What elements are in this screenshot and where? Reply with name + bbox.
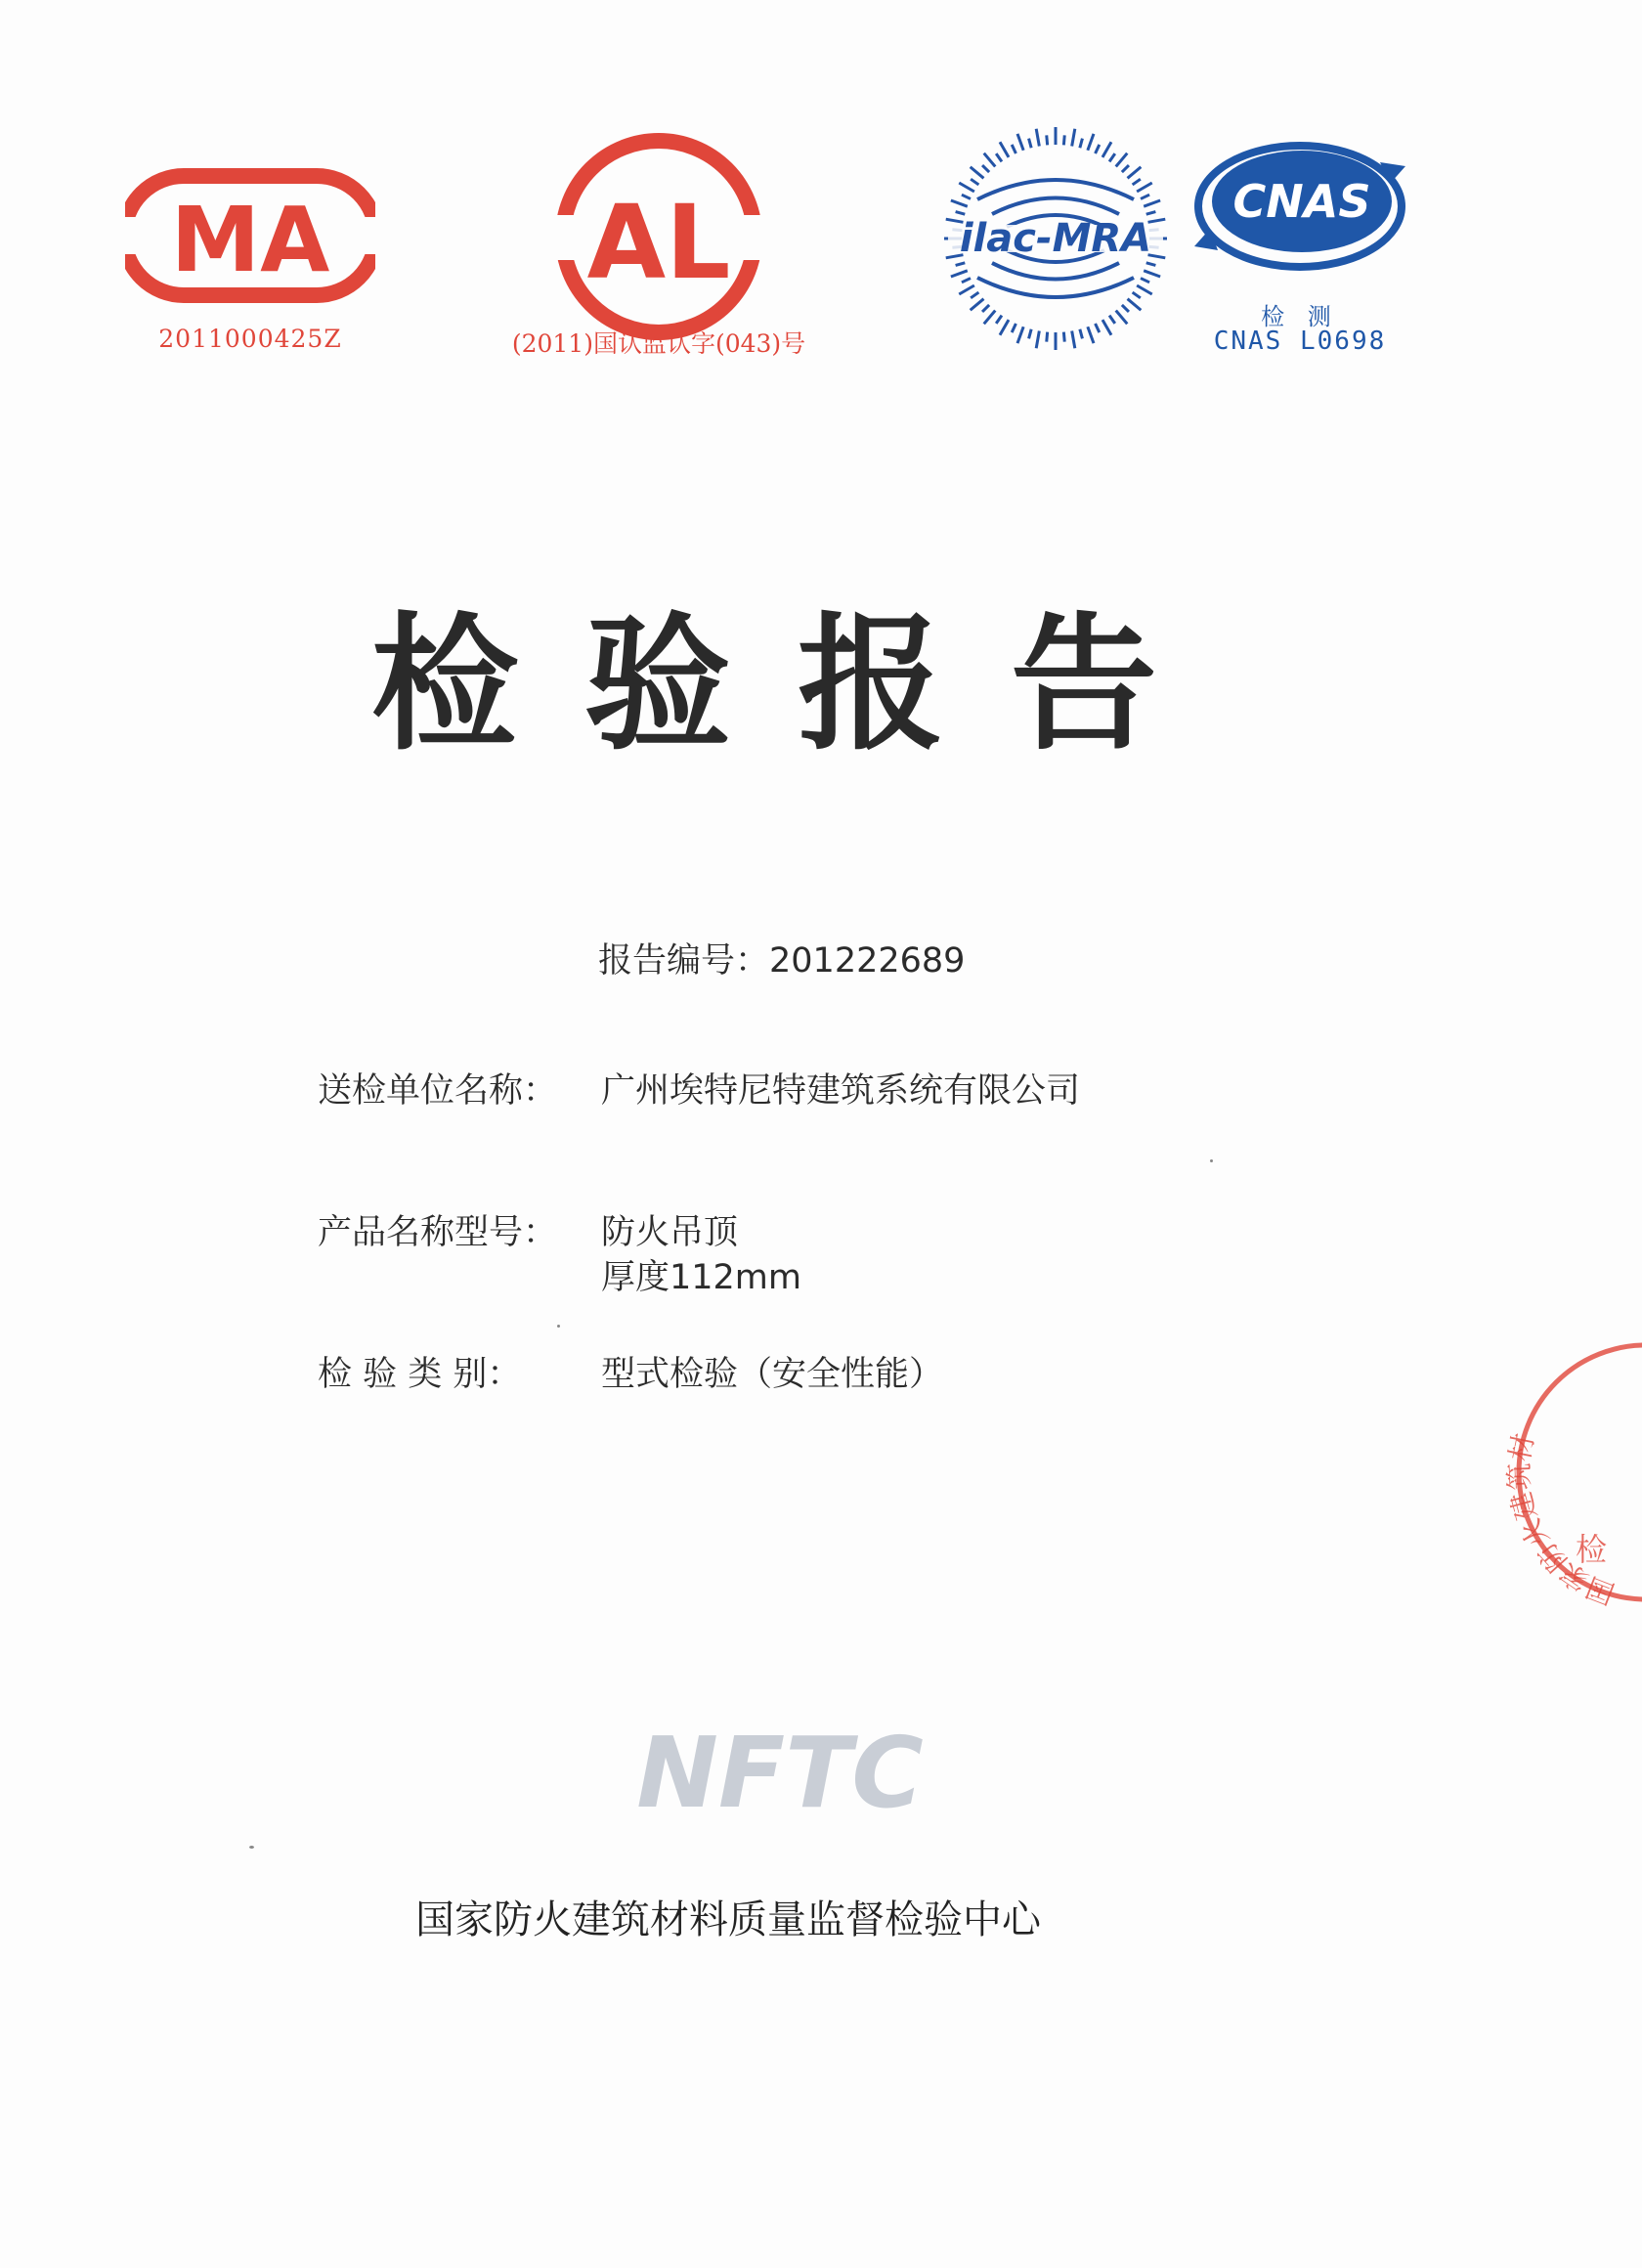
ilac-mra-logo [938,121,1173,356]
ilac-tick [1122,165,1129,172]
ilac-tick [1000,320,1009,335]
ilac-tick [1137,183,1152,192]
ilac-tick [971,299,984,311]
cma-logo-lettering: MA [170,188,330,292]
ilac-tick [971,167,984,179]
ilac-tick [956,212,966,215]
cnas-code: CNAS L0698 [1213,327,1387,356]
product-label: 产品名称型号： [318,1213,558,1252]
ilac-mra-lettering: ilac-MRA [959,216,1152,261]
ilac-tick [1102,320,1111,335]
ilac-tick [1047,135,1048,145]
cal-logo-lettering: AL [586,183,731,302]
report-number-value: 201222689 [769,941,966,981]
ilac-tick [1116,311,1128,325]
category-label: 检 验 类 别： [318,1355,522,1394]
client-label: 送检单位名称： [318,1071,558,1111]
issuing-authority: 国家防火建筑材料质量监督检验中心 [415,1897,1041,1942]
document-title: 检验报告 [371,600,1225,770]
product-name: 防火吊顶 [601,1213,739,1252]
ilac-tick [1141,279,1149,283]
ilac-tick [1137,285,1152,294]
ilac-tick [1072,129,1075,147]
scan-speck [1210,1159,1213,1162]
ilac-tick [1088,134,1094,151]
ilac-tick [1133,179,1141,185]
client-value: 广州埃特尼特建筑系统有限公司 [601,1071,1081,1111]
ilac-tick [971,292,978,298]
ilac-tick [1017,327,1023,343]
ilac-tick [1109,316,1115,324]
seal-bottom-char: 检 [1576,1531,1608,1568]
ilac-tick [1116,153,1128,167]
ilac-tick [1133,292,1141,298]
ilac-tick [1029,139,1032,149]
ilac-tick [996,153,1002,161]
ilac-tick [1036,129,1039,147]
cal-logo [547,131,770,344]
cma-code: 2011000425Z [158,325,342,353]
ilac-tick [1063,135,1064,145]
ilac-tick [1000,142,1009,157]
ilac-tick [1146,263,1156,266]
ilac-tick [984,311,996,325]
ilac-tick [1102,142,1111,157]
ilac-tick [1080,329,1083,339]
ilac-tick [1012,324,1015,332]
ilac-tick [956,263,966,266]
product-value [601,1210,801,1300]
ilac-tick [1109,153,1115,161]
ilac-tick [1122,305,1129,312]
seal-lettering: 国家防火建筑材 [1502,1430,1620,1611]
ilac-tick [1146,212,1156,215]
product-thickness: 厚度112mm [601,1258,801,1297]
scan-speck [557,1325,560,1328]
client-field [318,1069,1080,1113]
cnas-logo-lettering: CNAS [1232,175,1371,228]
nftc-watermark [614,1721,946,1828]
partial-seal-stamp [1490,1326,1642,1619]
ilac-tick [1128,167,1142,179]
product-field [318,1210,801,1300]
report-number [598,934,965,982]
ilac-tick [984,153,996,167]
ilac-tick [971,179,978,185]
ilac-tick [1144,271,1160,277]
ilac-tick [1072,331,1075,349]
cal-code: (2011)国认监认字(043)号 [511,329,806,358]
ilac-tick [1096,324,1100,332]
ilac-tick [996,316,1002,324]
ilac-tick [959,183,974,192]
ilac-tick [951,200,968,206]
cma-logo [125,168,375,303]
ilac-tick [1017,134,1023,151]
ilac-tick [1128,299,1142,311]
nftc-lettering: NFTC [636,1721,924,1828]
ilac-tick [1047,332,1048,342]
ilac-tick [959,285,974,294]
report-number-label: 报告编号： [598,941,770,981]
ilac-tick [1096,145,1100,153]
ilac-tick [1012,145,1015,153]
ilac-tick [962,195,971,198]
cnas-logo [1188,133,1411,280]
ilac-tick [1080,139,1083,149]
scan-speck [249,1846,254,1849]
ilac-tick [1063,332,1064,342]
ilac-tick [1141,195,1149,198]
ilac-tick [1036,331,1039,349]
category-field [318,1352,943,1397]
ilac-tick [951,271,968,277]
ilac-tick [1088,327,1094,343]
ilac-tick [982,165,989,172]
ilac-tick [962,279,971,283]
category-value: 型式检验（安全性能） [601,1355,944,1394]
ilac-tick [1029,329,1032,339]
cnas-subtitle: 检 测 [1261,303,1339,330]
ilac-tick [982,305,989,312]
ilac-tick [1144,200,1160,206]
